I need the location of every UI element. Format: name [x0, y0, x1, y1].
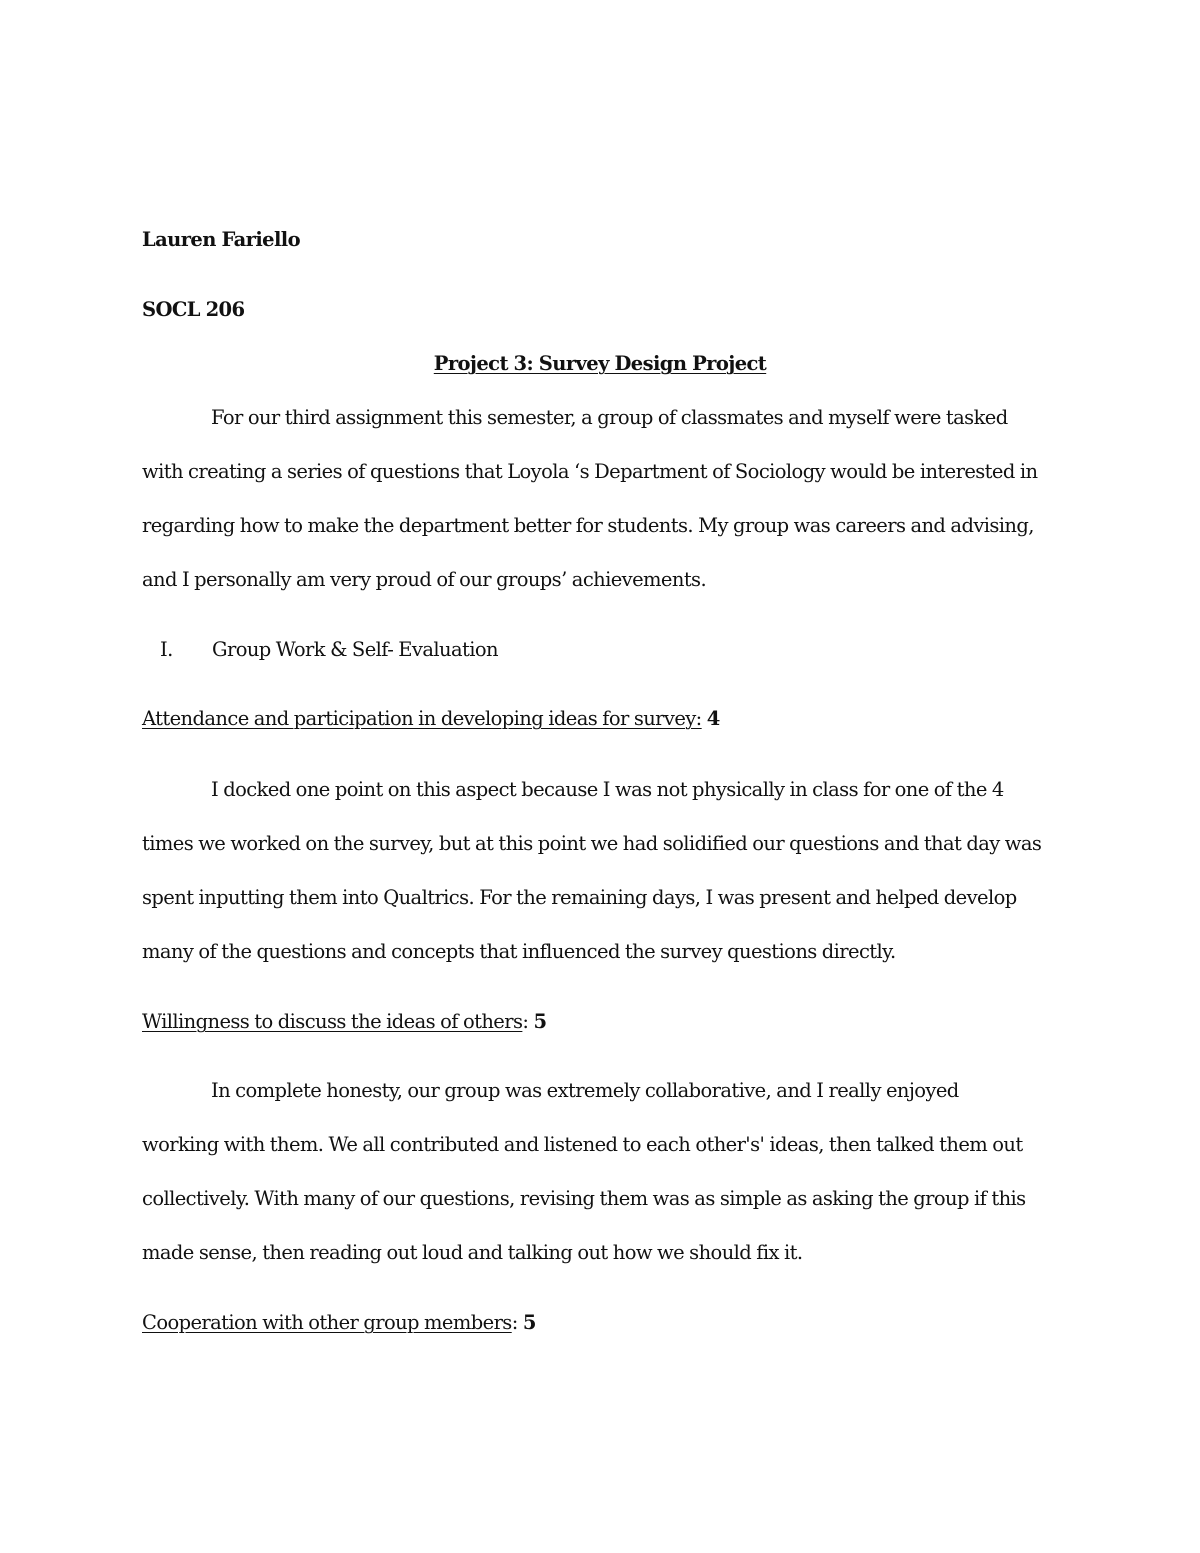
criterion-score: 4 [706, 707, 720, 730]
section-heading: Group Work & Self- Evaluation [212, 638, 498, 661]
criterion-separator: : [511, 1311, 518, 1334]
criterion-attendance [142, 707, 720, 731]
attendance-line-1: I docked one point on this aspect because I was not physically in class for one of the 4 [211, 778, 1004, 801]
intro-line-3: regarding how to make the department better for students. My group was careers and advising, [142, 514, 1034, 537]
willingness-line-2: working with them. We all contributed and listened to each other's' ideas, then talked them out [142, 1133, 1023, 1156]
attendance-line-3: spent inputting them into Qualtrics. For the remaining days, I was present and helped develop [142, 886, 1017, 909]
attendance-line-4: many of the questions and concepts that influenced the survey questions directly. [142, 940, 896, 963]
intro-line-4: and I personally am very proud of our groups’ achievements. [142, 568, 707, 591]
section-numeral: I. [160, 638, 173, 661]
willingness-line-4: made sense, then reading out loud and talking out how we should fix it. [142, 1241, 803, 1264]
intro-line-2: with creating a series of questions that Loyola ‘s Department of Sociology would be interested in [142, 460, 1038, 483]
criterion-willingness [142, 1010, 546, 1034]
willingness-line-1: In complete honesty, our group was extremely collaborative, and I really enjoyed [211, 1079, 959, 1102]
intro-line-1: For our third assignment this semester, a group of classmates and myself were tasked [211, 406, 1008, 429]
criterion-label: Cooperation with other group members [142, 1311, 512, 1334]
criterion-score: 5 [533, 1010, 547, 1033]
criterion-separator: : [522, 1010, 529, 1033]
criterion-label: Attendance and participation in developing ideas for survey: [142, 707, 702, 730]
criterion-cooperation [142, 1311, 536, 1335]
document-title [0, 352, 1200, 376]
willingness-line-3: collectively. With many of our questions, revising them was as simple as asking the group if this [142, 1187, 1026, 1210]
attendance-line-2: times we worked on the survey, but at this point we had solidified our questions and that day was [142, 832, 1042, 855]
criterion-label: Willingness to discuss the ideas of others [142, 1010, 523, 1033]
course-code: SOCL 206 [142, 298, 245, 321]
document-title-text: Project 3: Survey Design Project [433, 352, 767, 375]
author-name: Lauren Fariello [142, 228, 300, 251]
criterion-score: 5 [522, 1311, 536, 1334]
